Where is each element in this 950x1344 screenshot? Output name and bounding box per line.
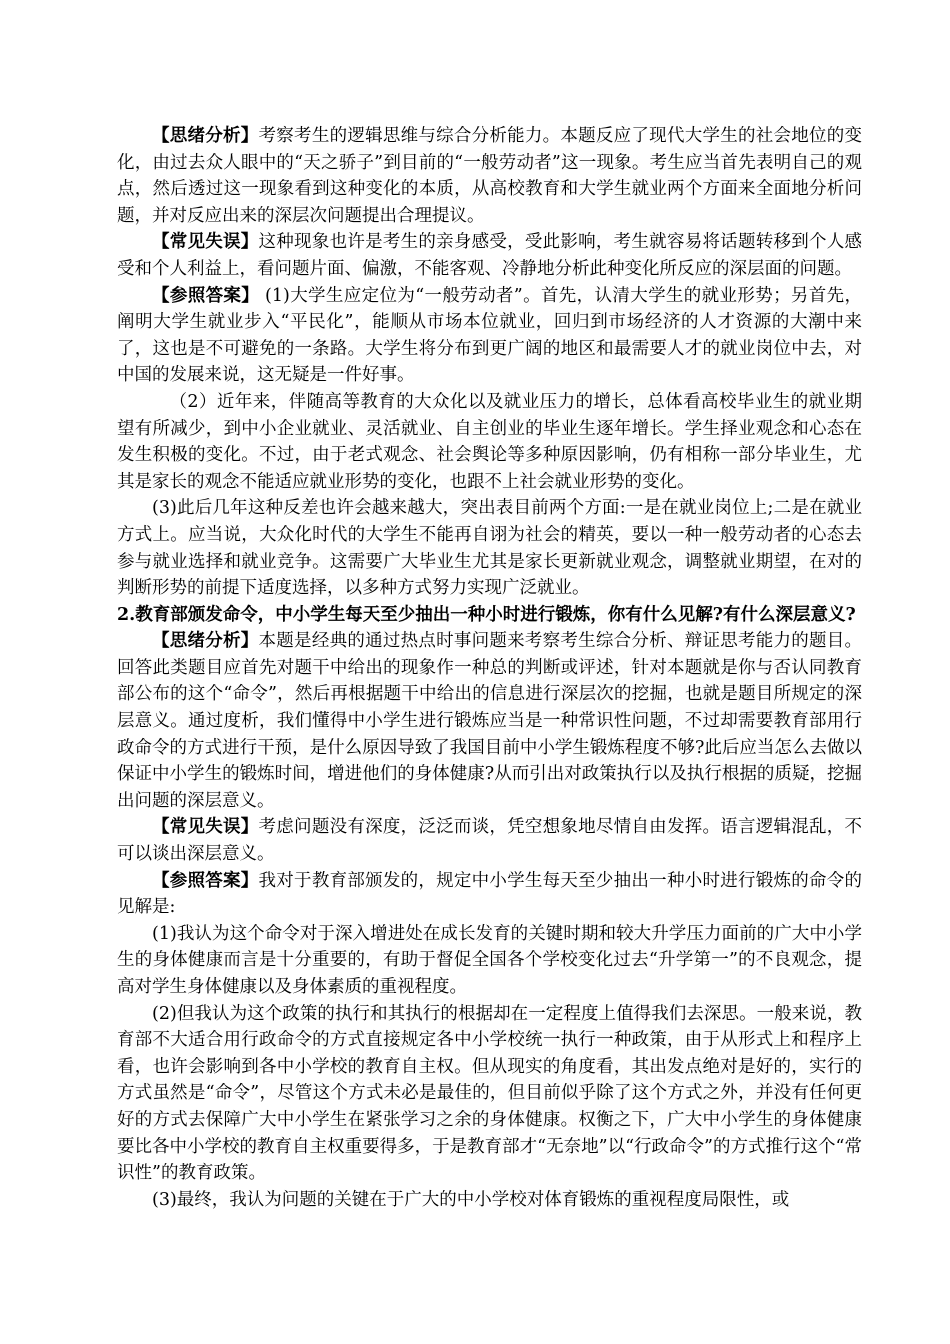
paragraph-text: 这种现象也许是考生的亲身感受，受此影响，考生就容易将话题转移到个人感受和个人利益上，看问题片面、偏激，不能客观、冷静地分析此种变化所反应的深层面的问题。: [117, 232, 863, 279]
paragraph-text: （2）近年来，伴随高等教育的大众化以及就业压力的增长，总体看高校毕业生的就业期望有所减少，到中小企业就业、灵活就业、自主创业的毕业生逐年增长。学生择业观念和心态在发生积极的变化。不过，由于老式观念、社会舆论等多种原因影响，仍有相称一部分毕业生，尤其是家长的观念不能适应就业形势的变化，也跟不上社会就业形势的变化。: [117, 391, 862, 492]
paragraph-mistakes-1: [117, 229, 862, 282]
paragraph-answer-1-point-3: [117, 495, 862, 601]
label-answer: 【参照答案】: [152, 285, 260, 306]
label-analysis: 【思绪分析】: [152, 631, 259, 652]
label-analysis: 【思绪分析】: [152, 126, 259, 146]
paragraph-answer-2-point-1: [117, 921, 862, 1001]
paragraph-text: (3)此后几年这种反差也许会越来越大，突出表目前两个方面:一是在就业岗位上;二是在就业方式上。应当说，大众化时代的大学生不能再自诩为社会的精英，要以一种一般劳动者的心态去参与就业选择和就业竞争。这需要广大毕业生尤其是家长更新就业观念，调整就业期望，在对的判断形势的前提下适度选择，以多种方式努力实现广泛就业。: [117, 498, 862, 599]
paragraph-analysis-2: [117, 628, 862, 814]
paragraph-answer-1-point-2: [117, 389, 862, 495]
label-answer: 【参照答案】: [152, 870, 259, 891]
paragraph-text: (3)最终，我认为问题的关键在于广大的中小学校对体育锻炼的重视程度局限性，或: [152, 1189, 790, 1210]
paragraph-text: (1)我认为这个命令对于深入增进处在成长发育的关键时期和较大升学压力面前的广大中小学生的身体健康而言是十分重要的，有助于督促全国各个学校变化过去“升学第一”的不良观念，提高对学生身体健康以及身体素质的重视程度。: [117, 923, 862, 997]
paragraph-answer-1: [117, 283, 862, 389]
paragraph-text: (1)大学生应定位为“一般劳动者”。首先，认清大学生的就业形势；另首先，阐明大学生就业步入“平民化”，能顺从市场本位就业，回归到市场经济的人才资源的大潮中来了，这也是不可避免的一条路。大学生将分布到更广阔的地区和最需要人才的就业岗位中去，对中国的发展来说，这无疑是一件好事。: [117, 285, 862, 386]
document-body: [117, 123, 862, 1213]
paragraph-mistakes-2: [117, 814, 862, 867]
question-2-heading: 2.教育部颁发命令，中小学生每天至少抽出一种小时进行锻炼，你有什么见解?有什么深层意义?: [117, 604, 856, 625]
paragraph-answer-2: [117, 868, 862, 921]
paragraph-text: (2)但我认为这个政策的执行和其执行的根据却在一定程度上值得我们去深思。一般来说，教育部不大适合用行政命令的方式直接规定各中小学校统一执行一种政策，由于从形式上和程序上看，也许会影响到各中小学校的教育自主权。但从现实的角度看，其出发点绝对是好的，实行的方式虽然是“命令”，尽管这个方式未必是最佳的，但目前似乎除了这个方式之外，并没有任何更好的方式去保障广大中小学生在紧张学习之余的身体健康。权衡之下，广大中小学生的身体健康要比各中小学校的教育自主权重要得多，于是教育部才“无奈地”以“行政命令”的方式推行这个“常识性”的教育政策。: [117, 1003, 862, 1184]
paragraph-text: 本题是经典的通过热点时事问题来考察考生综合分析、辩证思考能力的题目。回答此类题目应首先对题干中给出的现象作一种总的判断或评述，针对本题就是你与否认同教育部公布的这个“命令”，然后再根据题干中给出的信息进行深层次的挖掘，也就是题目所规定的深层意义。通过度析，我们懂得中小学生进行锻炼应当是一种常识性问题，不过却需要教育部用行政命令的方式进行干预，是什么原因导致了我国目前中小学生锻炼程度不够?此后应当怎么去做以保证中小学生的锻炼时间，增进他们的身体健康?从而引出对政策执行以及执行根据的质疑，挖掘出问题的深层意义。: [117, 631, 863, 811]
paragraph-answer-2-point-3: [117, 1187, 862, 1214]
paragraph-answer-2-point-2: [117, 1001, 862, 1187]
label-mistakes: 【常见失误】: [152, 817, 259, 838]
paragraph-text: 考察考生的逻辑思维与综合分析能力。本题反应了现代大学生的社会地位的变化，由过去众人眼中的“天之骄子”到目前的“一般劳动者”这一现象。考生应当首先表明自己的观点，然后透过这一现象看到这种变化的本质，从高校教育和大学生就业两个方面来全面地分析问题，并对反应出来的深层次问题提出合理提议。: [117, 126, 863, 226]
paragraph-text: 我对于教育部颁发的，规定中小学生每天至少抽出一种小时进行锻炼的命令的见解是:: [117, 870, 863, 918]
label-mistakes: 【常见失误】: [152, 232, 259, 253]
paragraph-analysis-1: [117, 123, 862, 229]
paragraph-text: 考虑问题没有深度，泛泛而谈，凭空想象地尽情自由发挥。语言逻辑混乱，不可以谈出深层意义。: [117, 817, 863, 865]
